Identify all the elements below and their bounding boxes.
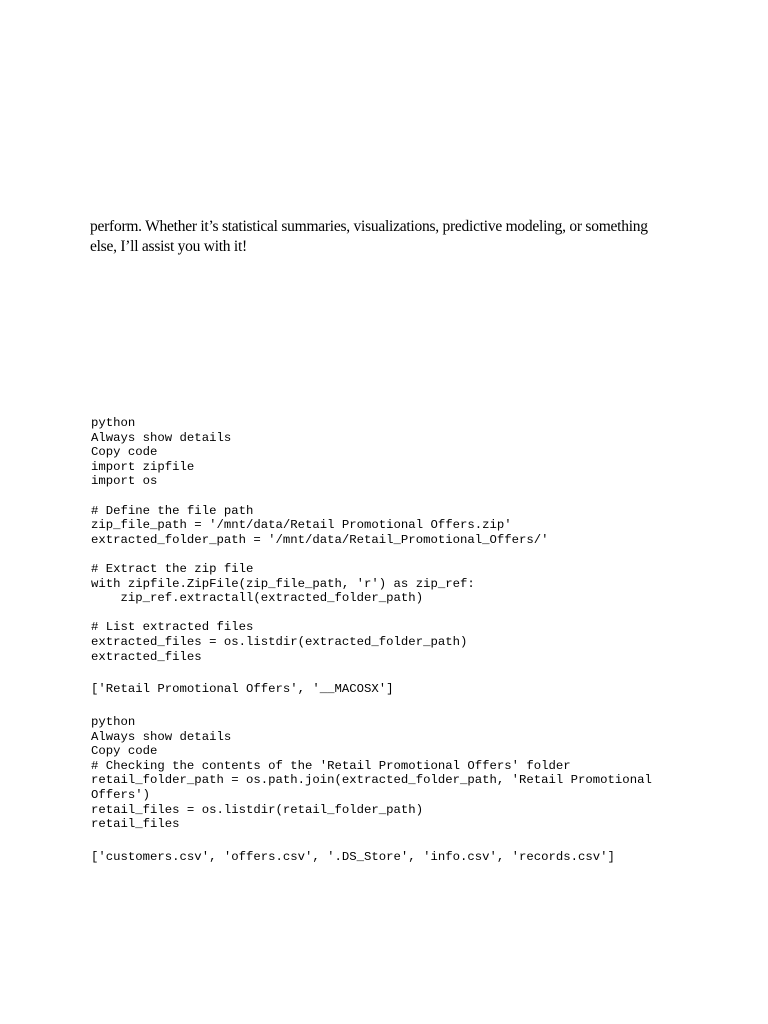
code-line: import zipfile: [91, 459, 195, 474]
output-line: ['Retail Promotional Offers', '__MACOSX']: [91, 682, 394, 696]
code-language-label: python: [91, 416, 136, 430]
code-line: retail_files = os.listdir(retail_folder_path): [91, 802, 424, 817]
code-line: retail_files: [91, 817, 180, 832]
code-line: extracted_folder_path = '/mnt/data/Retail_Promotional_Offers/': [91, 532, 549, 547]
code-line: import os: [91, 474, 158, 489]
code-line: with zipfile.ZipFile(zip_file_path, 'r') as zip_ref:: [91, 576, 475, 591]
code-line: # Define the file path: [91, 503, 254, 518]
intro-paragraph: [90, 217, 690, 257]
code-language-label: python: [91, 715, 136, 729]
code-line: zip_file_path = '/mnt/data/Retail Promotional Offers.zip': [91, 518, 512, 533]
code-block-1: [91, 416, 549, 664]
code-line: zip_ref.extractall(extracted_folder_path): [91, 591, 424, 606]
intro-line: else, I’ll assist you with it!: [90, 238, 247, 255]
copy-code-button[interactable]: Copy code: [91, 744, 158, 759]
code-line: [91, 489, 549, 504]
code-line: extracted_files: [91, 649, 202, 664]
code-line: # List extracted files: [91, 620, 254, 635]
code-line: [91, 606, 549, 621]
intro-line: perform. Whether it’s statistical summaries, visualizations, predictive modeling, or something: [90, 218, 648, 235]
code-line: retail_folder_path = os.path.join(extracted_folder_path, 'Retail Promotional: [91, 773, 652, 788]
copy-code-button[interactable]: Copy code: [91, 445, 158, 460]
code-output-2: [91, 850, 615, 865]
show-details-toggle[interactable]: Always show details: [91, 430, 232, 445]
code-line: # Extract the zip file: [91, 561, 254, 576]
code-output-1: [91, 682, 394, 697]
output-line: ['customers.csv', 'offers.csv', '.DS_Store', 'info.csv', 'records.csv']: [91, 850, 615, 864]
show-details-toggle[interactable]: Always show details: [91, 729, 232, 744]
code-line: Offers'): [91, 787, 151, 802]
code-line: [91, 547, 549, 562]
code-block-2: [91, 715, 652, 832]
code-line: extracted_files = os.listdir(extracted_folder_path): [91, 634, 468, 649]
code-line: # Checking the contents of the 'Retail Promotional Offers' folder: [91, 758, 571, 773]
